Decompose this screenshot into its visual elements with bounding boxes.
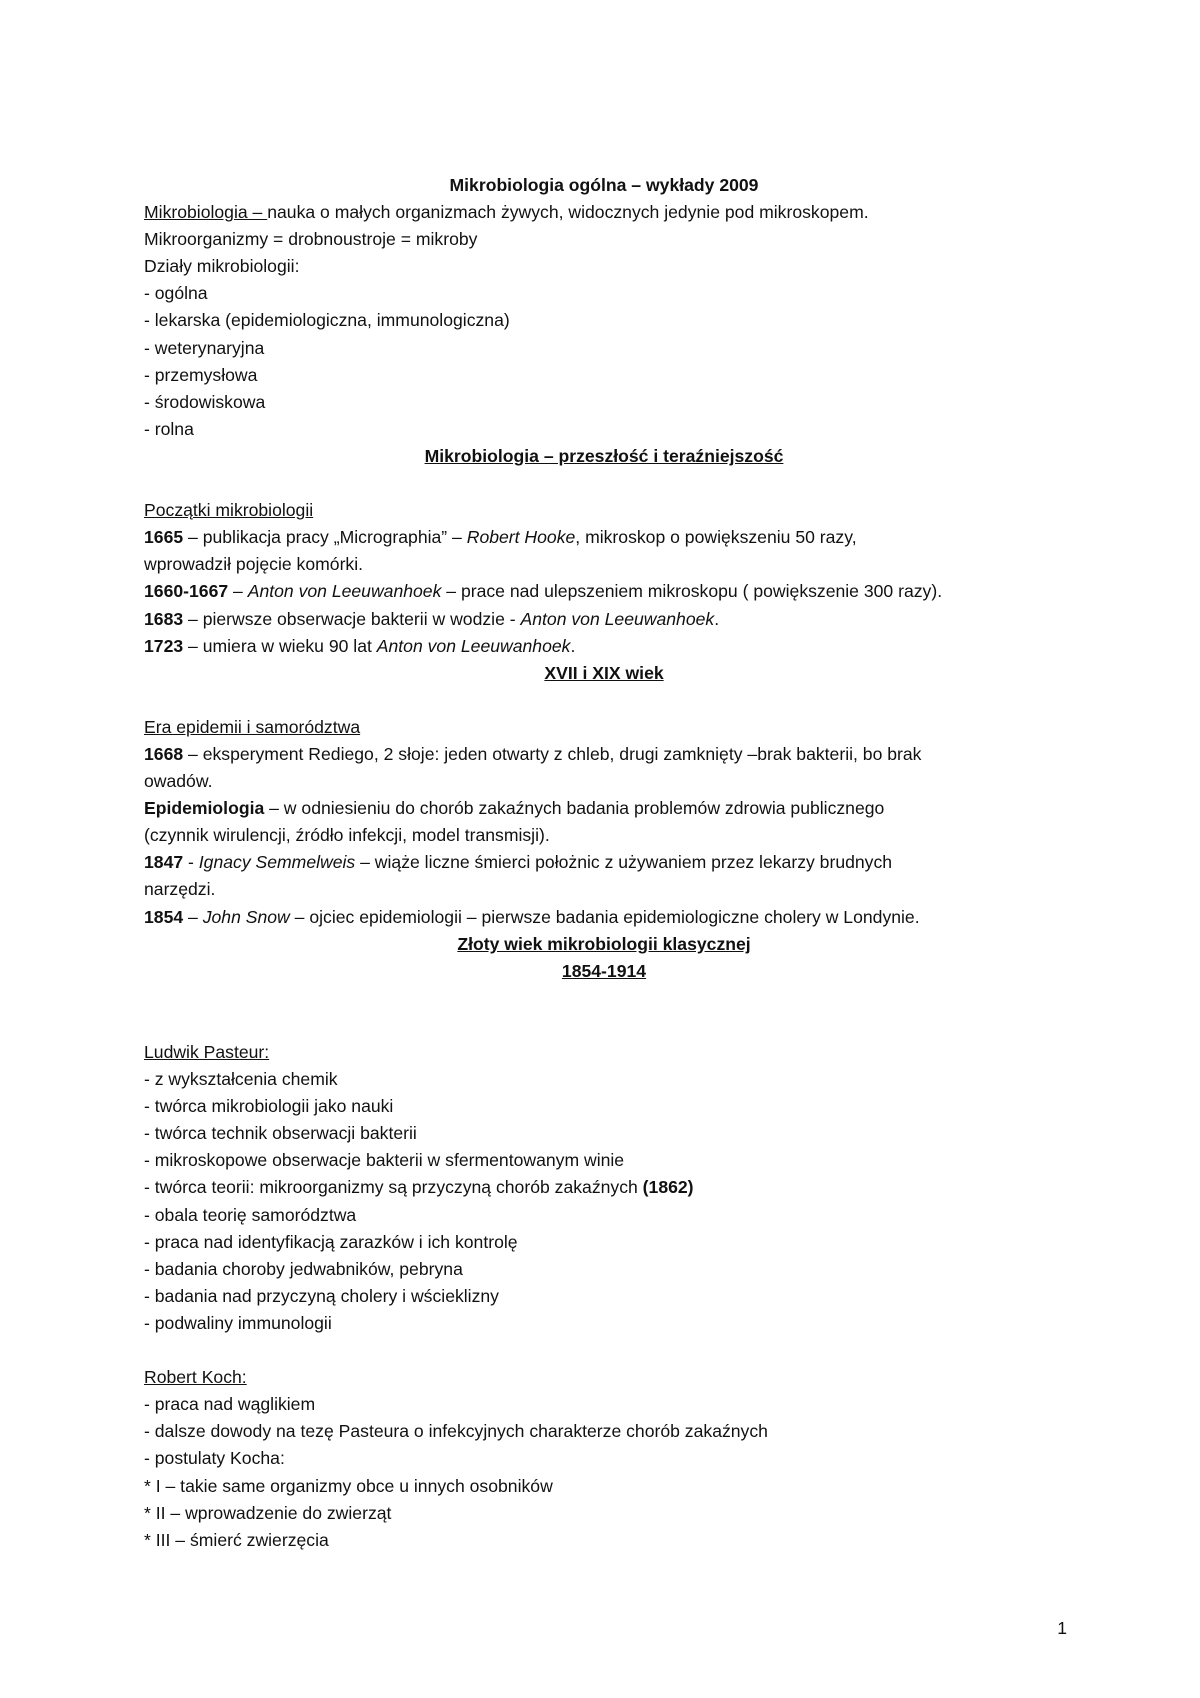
list-item: - ogólna [144,283,208,304]
definition-continued: (czynnik wirulencji, źródło infekcji, model transmisji). [144,825,550,846]
list-item: - postulaty Kocha: [144,1448,285,1469]
section-heading-golden-age: Złoty wiek mikrobiologii klasycznej [457,933,751,954]
timeline-entry: 1723 – umiera w wieku 90 lat Anton von Leeuwanhoek. [144,635,576,656]
list-item: - praca nad wąglikiem [144,1394,316,1415]
subheading-pasteur: Ludwik Pasteur: [144,1042,270,1062]
list-item: - przemysłowa [144,364,258,385]
list-item: - lekarska (epidemiologiczna, immunologiczna) [144,310,510,331]
section-heading-history: Mikrobiologia – przeszłość i teraźniejszość [424,445,784,466]
definition-text: nauka o małych organizmach żywych, widocznych jedynie pod mikroskopem. [267,202,869,223]
document-page [144,172,1064,1554]
timeline-entry: 1847 - Ignacy Semmelweis – wiąże liczne śmierci położnic z używaniem przez lekarzy brudnych [144,852,893,873]
section-years: 1854-1914 [561,960,647,981]
list-item: * II – wprowadzenie do zwierząt [144,1502,392,1523]
koch-list [144,1391,1064,1554]
list-item: - twórca technik obserwacji bakterii [144,1123,417,1144]
list-item: * III – śmierć zwierzęcia [144,1529,329,1550]
list-item: - badania nad przyczyną cholery i wścieklizny [144,1285,499,1306]
branches-heading: Działy mikrobiologii: [144,256,300,277]
section-heading-centuries: XVII i XIX wiek [544,662,664,683]
list-item: - badania choroby jedwabników, pebryna [144,1258,463,1279]
term-mikrobiologia: Mikrobiologia – [144,202,268,223]
subheading-epidemics: Era epidemii i samorództwa [144,716,361,737]
list-item: * I – takie same organizmy obce u innych osobników [144,1475,553,1496]
timeline-entry: 1854 – John Snow – ojciec epidemiologii – pierwsze badania epidemiologiczne cholery w Londynie. [144,906,920,927]
document-title: Mikrobiologia ogólna – wykłady 2009 [449,175,759,195]
list-item: - rolna [144,418,194,439]
subheading-beginnings: Początki mikrobiologii [144,500,314,521]
pasteur-list [144,1066,1064,1337]
list-item: - twórca teorii: mikroorganizmy są przyczyną chorób zakaźnych (1862) [144,1177,694,1198]
definition-line [144,199,1064,226]
list-item: - obala teorię samorództwa [144,1204,357,1225]
branches-list [144,280,1064,443]
list-item: - weterynaryjna [144,337,265,358]
timeline-entry-continued: owadów. [144,771,213,792]
timeline-entry: 1665 – publikacja pracy „Micrographia” – Robert Hooke, mikroskop o powiększeniu 50 razy, [144,527,857,548]
definition-epidemiology: Epidemiologia – w odniesieniu do chorób zakaźnych badania problemów zdrowia publicznego [144,798,885,819]
timeline-entry-continued: wprowadził pojęcie komórki. [144,554,364,575]
list-item: - twórca mikrobiologii jako nauki [144,1096,394,1117]
timeline-entry-continued: narzędzi. [144,879,216,900]
list-item: - mikroskopowe obserwacje bakterii w sfermentowanym winie [144,1150,625,1171]
timeline-entry: 1683 – pierwsze obserwacje bakterii w wodzie - Anton von Leeuwanhoek. [144,608,720,629]
list-item: - z wykształcenia chemik [144,1069,338,1090]
subheading-koch: Robert Koch: [144,1367,247,1388]
list-item: - dalsze dowody na tezę Pasteura o infekcyjnych charakterze chorób zakaźnych [144,1421,768,1442]
timeline-entry: 1668 – eksperyment Rediego, 2 słoje: jeden otwarty z chleb, drugi zamknięty –brak bakterii, bo brak [144,743,922,764]
synonyms-line: Mikroorganizmy = drobnoustroje = mikroby [144,229,478,250]
list-item: - praca nad identyfikacją zarazków i ich kontrolę [144,1231,518,1252]
timeline-entry: 1660-1667 – Anton von Leeuwanhoek – prace nad ulepszeniem mikroskopu ( powiększenie 300 razy). [144,581,943,602]
list-item: - środowiskowa [144,391,266,412]
page-number: 1 [1057,1618,1067,1638]
list-item: - podwaliny immunologii [144,1312,332,1333]
